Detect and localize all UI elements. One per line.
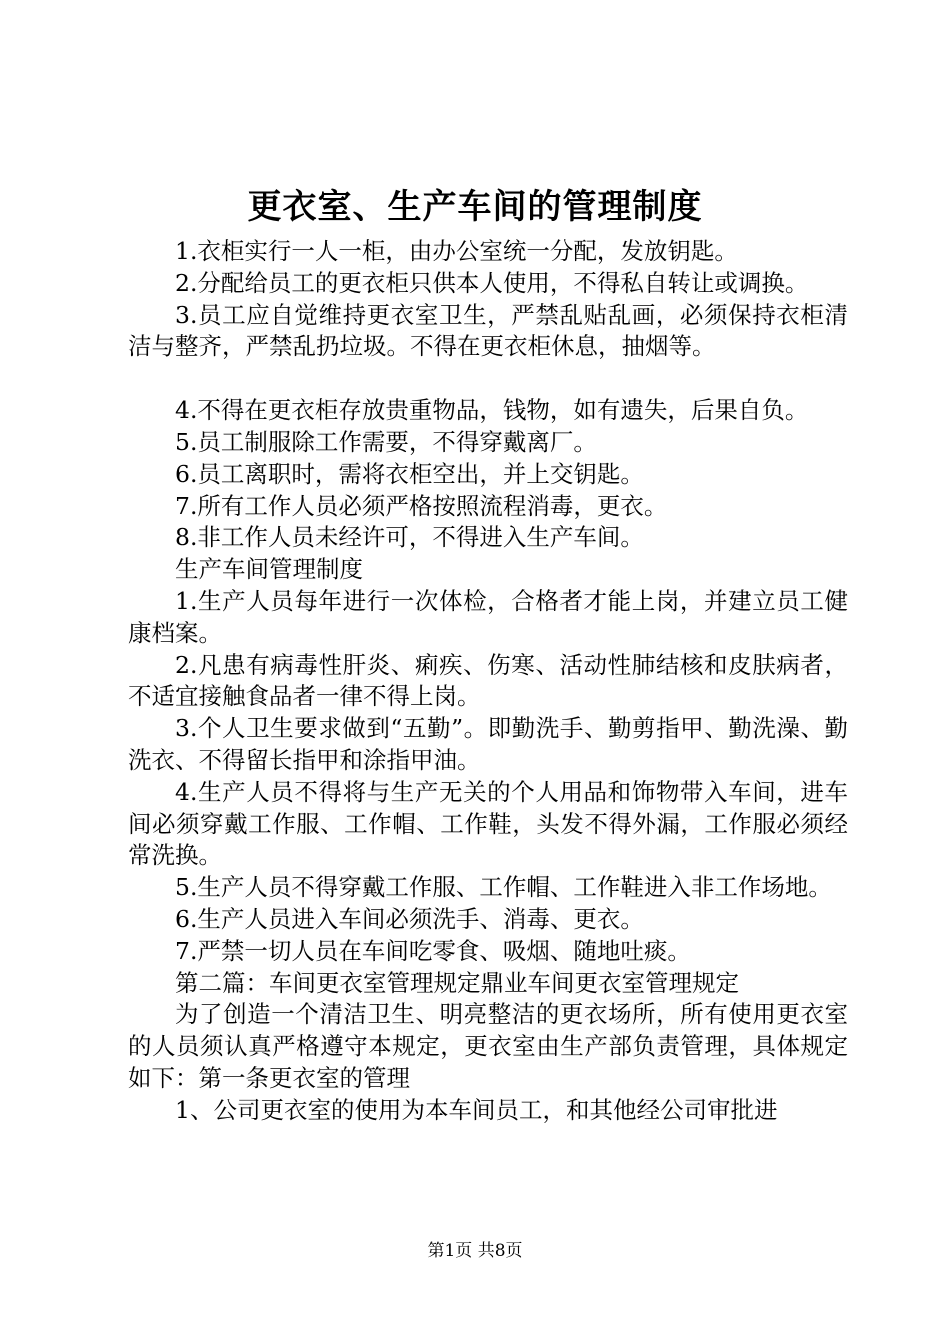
paragraph: 1.衣柜实行一人一柜，由办公室统一分配，发放钥匙。 bbox=[175, 237, 738, 265]
section-heading: 第二篇：车间更衣室管理规定鼎业车间更衣室管理规定 bbox=[175, 968, 739, 997]
paragraph: 6.生产人员进入车间必须洗手、消毒、更衣。 bbox=[175, 904, 644, 933]
paragraph: 6.员工离职时，需将衣柜空出，并上交钥匙。 bbox=[175, 459, 644, 488]
paragraph: 3.员工应自觉维持更衣室卫生，严禁乱贴乱画，必须保持衣柜清洁与整齐，严禁乱扔垃圾。不得在更衣柜休息，抽烟等。 bbox=[128, 300, 848, 361]
paragraph: 4.生产人员不得将与生产无关的个人用品和饰物带入车间，进车间必须穿戴工作服、工作帽、工作鞋，头发不得外漏，工作服必须经常洗换。 bbox=[128, 777, 848, 870]
section-heading: 生产车间管理制度 bbox=[175, 555, 363, 584]
paragraph: 2.凡患有病毒性肝炎、痢疾、伤寒、活动性肺结核和皮肤病者，不适宜接触食品者一律不得上岗。 bbox=[128, 650, 848, 711]
paragraph: 3.个人卫生要求做到“五勤”。即勤洗手、勤剪指甲、勤洗澡、勤洗衣、不得留长指甲和涂指甲油。 bbox=[128, 714, 848, 774]
paragraph: 1、公司更衣室的使用为本车间员工，和其他经公司审批进 bbox=[175, 1095, 778, 1124]
paragraph: 4.不得在更衣柜存放贵重物品，钱物，如有遗失，后果自负。 bbox=[175, 396, 809, 425]
paragraph: 7.严禁一切人员在车间吃零食、吸烟、随地吐痰。 bbox=[175, 936, 691, 965]
paragraph: 5.员工制服除工作需要，不得穿戴离厂。 bbox=[175, 427, 597, 456]
paragraph: 2.分配给员工的更衣柜只供本人使用，不得私自转让或调换。 bbox=[175, 268, 809, 297]
page-footer: 第1页 共8页 bbox=[427, 1241, 523, 1261]
document-title: 更衣室、生产车间的管理制度 bbox=[247, 187, 703, 227]
paragraph: 为了创造一个清洁卫生、明亮整洁的更衣场所，所有使用更衣室的人员须认真严格遵守本规定，更衣室由生产部负责管理，具体规定如下：第一条更衣室的管理 bbox=[128, 1000, 848, 1092]
paragraph: 1.生产人员每年进行一次体检，合格者才能上岗，并建立员工健康档案。 bbox=[128, 586, 848, 647]
paragraph: 5.生产人员不得穿戴工作服、工作帽、工作鞋进入非工作场地。 bbox=[175, 873, 832, 902]
paragraph: 7.所有工作人员必须严格按照流程消毒，更衣。 bbox=[175, 491, 668, 520]
paragraph: 8.非工作人员未经许可，不得进入生产车间。 bbox=[175, 523, 644, 552]
document-body bbox=[128, 236, 848, 1127]
